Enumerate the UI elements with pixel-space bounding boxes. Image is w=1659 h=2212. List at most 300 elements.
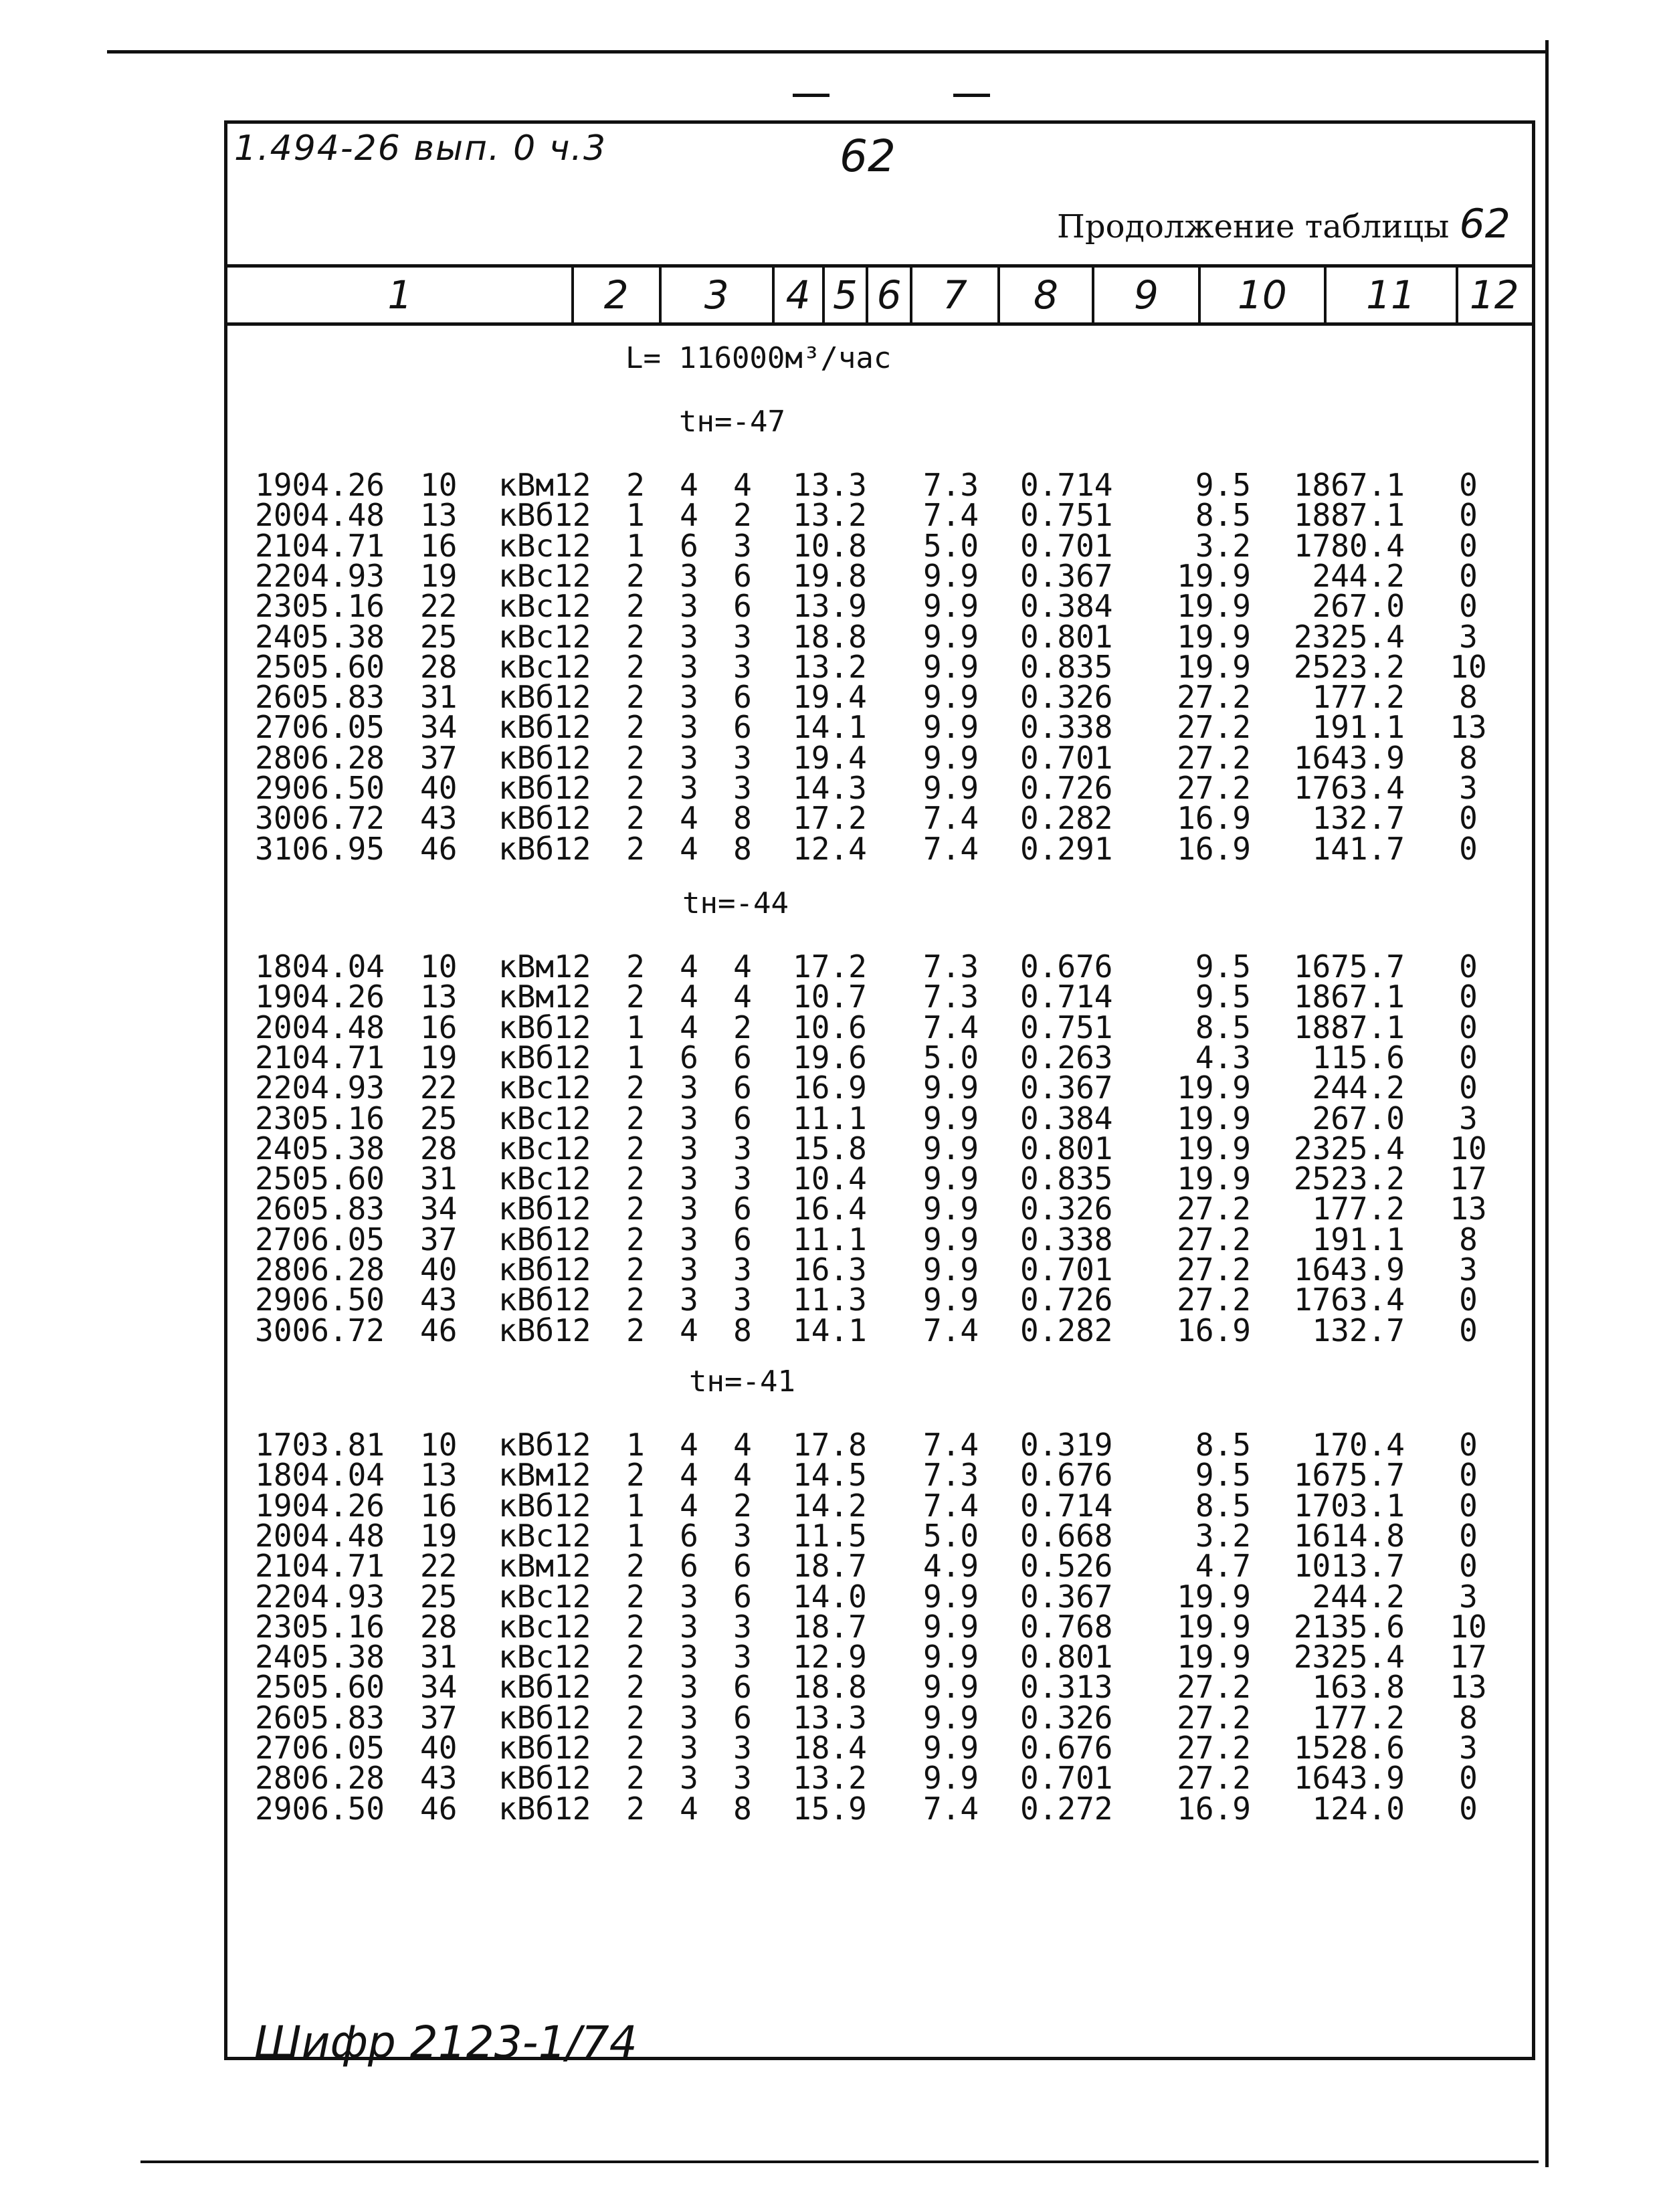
cell-col-12: 0 [1459,1039,1478,1076]
cell-col-3: кВс12 [498,527,591,564]
cell-col-10: 16.9 [1177,1312,1251,1348]
cell-col-12: 0 [1459,830,1478,867]
cell-col-5: 4 [680,948,698,985]
cell-col-1: 2605.83 [255,1191,385,1227]
cell-col-12: 0 [1459,1009,1478,1045]
cell-col-2: 40 [420,1730,458,1766]
cell-col-10: 4.7 [1195,1548,1251,1585]
air-flow-line: L= 116000м³/час [625,341,892,375]
cell-col-6: 3 [733,1282,752,1318]
cell-col-6: 6 [733,709,752,746]
column-header-8: 8 [1033,272,1058,318]
cell-col-7: 14.3 [793,770,867,806]
cell-col-6: 6 [733,588,752,625]
cell-col-5: 6 [680,1039,698,1076]
cell-col-6: 3 [733,739,752,776]
cell-col-10: 16.9 [1177,800,1251,837]
cell-col-1: 2906.50 [255,770,385,806]
cell-col-5: 4 [680,1790,698,1827]
column-header-9: 9 [1133,272,1159,318]
cell-col-4: 1 [626,1039,645,1076]
cell-col-10: 19.9 [1177,1070,1251,1106]
cell-col-9: 0.282 [1020,800,1113,837]
cell-col-9: 0.751 [1020,497,1113,534]
cell-col-8: 9.9 [923,1251,979,1288]
cell-col-7: 16.4 [793,1191,867,1227]
cell-col-9: 0.272 [1020,1790,1113,1827]
cell-col-1: 3106.95 [255,830,385,867]
cell-col-4: 2 [626,1191,645,1227]
cell-col-4: 2 [626,1669,645,1706]
cell-col-4: 2 [626,979,645,1015]
cell-col-3: кВб12 [498,1191,591,1227]
cell-col-3: кВс12 [498,1639,591,1676]
cell-col-12: 0 [1459,1517,1478,1554]
cell-col-1: 2004.48 [255,497,385,534]
cell-col-8: 7.4 [923,1790,979,1827]
cell-col-1: 2305.16 [255,588,385,625]
cell-col-2: 28 [420,1130,458,1167]
cell-col-8: 5.0 [923,527,979,564]
cell-col-5: 3 [680,618,698,655]
cell-col-11: 1780.4 [1293,527,1405,564]
cell-col-2: 10 [420,467,458,503]
cell-col-7: 13.3 [793,467,867,503]
cell-col-8: 9.9 [923,1639,979,1676]
cell-col-12: 0 [1459,948,1478,985]
cell-col-10: 19.9 [1177,557,1251,594]
cell-col-3: кВс12 [498,1578,591,1615]
cell-col-12: 0 [1459,588,1478,625]
cell-col-10: 16.9 [1177,830,1251,867]
cell-col-11: 191.1 [1312,1221,1405,1258]
cell-col-5: 3 [680,1251,698,1288]
cell-col-7: 13.2 [793,1760,867,1797]
cell-col-6: 8 [733,830,752,867]
cell-col-10: 8.5 [1195,497,1251,534]
cell-col-1: 2806.28 [255,739,385,776]
cell-col-5: 3 [680,1669,698,1706]
cell-col-5: 3 [680,709,698,746]
cell-col-6: 6 [733,1548,752,1585]
cell-col-11: 1867.1 [1293,467,1405,503]
cell-col-8: 9.9 [923,618,979,655]
cell-col-3: кВб12 [498,1282,591,1318]
cell-col-1: 2405.38 [255,1639,385,1676]
cell-col-12: 0 [1459,527,1478,564]
cell-col-9: 0.701 [1020,739,1113,776]
cell-col-2: 43 [420,800,458,837]
cell-col-12: 0 [1459,1312,1478,1348]
cell-col-1: 2204.93 [255,1070,385,1106]
column-header-11: 11 [1366,272,1416,318]
cell-col-8: 7.3 [923,1457,979,1494]
cell-col-7: 14.5 [793,1457,867,1494]
cell-col-4: 2 [626,467,645,503]
cell-col-5: 4 [680,497,698,534]
cell-col-3: кВб12 [498,497,591,534]
column-separator [1198,268,1201,322]
cell-col-1: 3006.72 [255,800,385,837]
cell-col-12: 0 [1459,557,1478,594]
cell-col-3: кВб12 [498,1669,591,1706]
cell-col-5: 3 [680,1639,698,1676]
cell-col-8: 9.9 [923,1669,979,1706]
cell-col-1: 2305.16 [255,1100,385,1136]
cell-col-10: 9.5 [1195,467,1251,503]
cell-col-4: 1 [626,1009,645,1045]
cell-col-1: 3006.72 [255,1312,385,1348]
top-dash-right [953,94,990,97]
cell-col-5: 4 [680,1487,698,1524]
cell-col-11: 1763.4 [1293,1282,1405,1318]
cell-col-11: 2325.4 [1293,1130,1405,1167]
cell-col-11: 1643.9 [1293,1760,1405,1797]
cell-col-9: 0.726 [1020,1282,1113,1318]
cell-col-7: 19.4 [793,739,867,776]
cell-col-1: 2405.38 [255,618,385,655]
cell-col-5: 3 [680,1730,698,1766]
cell-col-9: 0.326 [1020,679,1113,716]
cell-col-7: 13.2 [793,497,867,534]
cell-col-9: 0.676 [1020,1457,1113,1494]
cell-col-2: 16 [420,527,458,564]
cell-col-11: 132.7 [1312,800,1405,837]
cell-col-6: 3 [733,1730,752,1766]
cell-col-3: кВм12 [498,1548,591,1585]
cell-col-1: 2305.16 [255,1608,385,1645]
top-dash-left [793,94,830,97]
cell-col-4: 2 [626,1790,645,1827]
cell-col-6: 4 [733,1457,752,1494]
cell-col-11: 244.2 [1312,1578,1405,1615]
cell-col-6: 6 [733,1191,752,1227]
cell-col-9: 0.338 [1020,709,1113,746]
cell-col-11: 1013.7 [1293,1548,1405,1585]
cell-col-9: 0.384 [1020,1100,1113,1136]
cell-col-10: 8.5 [1195,1009,1251,1045]
cell-col-2: 13 [420,1457,458,1494]
cell-col-4: 2 [626,1639,645,1676]
cell-col-6: 6 [733,1039,752,1076]
cell-col-7: 10.7 [793,979,867,1015]
cell-col-6: 4 [733,948,752,985]
cell-col-11: 1643.9 [1293,1251,1405,1288]
cell-col-11: 124.0 [1312,1790,1405,1827]
cell-col-3: кВб12 [498,1699,591,1736]
cell-col-11: 177.2 [1312,679,1405,716]
continuation-number: 62 [1459,201,1510,247]
cell-col-7: 18.7 [793,1548,867,1585]
cell-col-3: кВб12 [498,1487,591,1524]
cell-col-3: кВс12 [498,618,591,655]
cell-col-7: 10.8 [793,527,867,564]
cell-col-1: 2104.71 [255,1548,385,1585]
cell-col-8: 9.9 [923,1191,979,1227]
cell-col-4: 1 [626,1517,645,1554]
cell-col-11: 2325.4 [1293,618,1405,655]
cell-col-7: 11.1 [793,1221,867,1258]
cell-col-8: 9.9 [923,1608,979,1645]
cell-col-2: 46 [420,1312,458,1348]
continuation-text: Продолжение таблицы [1057,208,1450,245]
cell-col-3: кВб12 [498,709,591,746]
cell-col-6: 3 [733,648,752,685]
cell-col-4: 2 [626,1070,645,1106]
cell-col-11: 177.2 [1312,1191,1405,1227]
cell-col-4: 2 [626,1699,645,1736]
column-separator [910,268,912,322]
cell-col-11: 2523.2 [1293,648,1405,685]
cell-col-5: 3 [680,557,698,594]
cell-col-9: 0.801 [1020,618,1113,655]
cell-col-1: 1904.26 [255,979,385,1015]
cell-col-2: 19 [420,1517,458,1554]
cell-col-6: 6 [733,1070,752,1106]
cell-col-7: 10.4 [793,1161,867,1197]
cell-col-3: кВб12 [498,1251,591,1288]
cell-col-12: 8 [1459,739,1478,776]
cell-col-8: 5.0 [923,1039,979,1076]
cell-col-12: 0 [1459,800,1478,837]
cell-col-4: 2 [626,770,645,806]
cell-col-5: 3 [680,770,698,806]
cell-col-11: 1703.1 [1293,1487,1405,1524]
cell-col-8: 9.9 [923,1760,979,1797]
cell-col-8: 7.4 [923,1427,979,1463]
cell-col-1: 2806.28 [255,1760,385,1797]
cell-col-6: 3 [733,618,752,655]
cell-col-1: 2906.50 [255,1790,385,1827]
cell-col-9: 0.701 [1020,1251,1113,1288]
cell-col-11: 1867.1 [1293,979,1405,1015]
cell-col-10: 27.2 [1177,1760,1251,1797]
cell-col-4: 2 [626,679,645,716]
cell-col-7: 14.1 [793,709,867,746]
cell-col-3: кВс12 [498,1517,591,1554]
cell-col-11: 115.6 [1312,1039,1405,1076]
cell-col-10: 27.2 [1177,1282,1251,1318]
cell-col-7: 19.4 [793,679,867,716]
column-header-4: 4 [785,272,811,318]
cell-col-1: 2204.93 [255,557,385,594]
cell-col-11: 1763.4 [1293,770,1405,806]
cell-col-3: кВс12 [498,557,591,594]
cell-col-2: 31 [420,679,458,716]
cell-col-3: кВб12 [498,1221,591,1258]
cell-col-7: 14.0 [793,1578,867,1615]
cell-col-11: 244.2 [1312,1070,1405,1106]
cell-col-8: 9.9 [923,679,979,716]
cell-col-5: 6 [680,1517,698,1554]
cell-col-5: 4 [680,830,698,867]
cell-col-8: 9.9 [923,1100,979,1136]
cell-col-5: 3 [680,1608,698,1645]
cell-col-6: 8 [733,800,752,837]
cell-col-10: 27.2 [1177,1669,1251,1706]
cell-col-5: 4 [680,800,698,837]
cell-col-11: 2523.2 [1293,1161,1405,1197]
cell-col-4: 2 [626,648,645,685]
cell-col-8: 9.9 [923,1699,979,1736]
cell-col-4: 2 [626,1578,645,1615]
cell-col-12: 3 [1459,618,1478,655]
cell-col-10: 19.9 [1177,1608,1251,1645]
cell-col-2: 13 [420,497,458,534]
cell-col-5: 6 [680,1548,698,1585]
cell-col-4: 2 [626,830,645,867]
cell-col-8: 9.9 [923,1161,979,1197]
cell-col-7: 17.2 [793,948,867,985]
cell-col-4: 1 [626,1487,645,1524]
cell-col-6: 3 [733,1517,752,1554]
cell-col-9: 0.668 [1020,1517,1113,1554]
cell-col-10: 9.5 [1195,979,1251,1015]
cell-col-6: 6 [733,1699,752,1736]
cell-col-4: 2 [626,1100,645,1136]
cell-col-2: 22 [420,588,458,625]
cell-col-6: 4 [733,467,752,503]
cell-col-1: 2004.48 [255,1517,385,1554]
cell-col-6: 8 [733,1790,752,1827]
cell-col-11: 141.7 [1312,830,1405,867]
cell-col-10: 27.2 [1177,709,1251,746]
cell-col-3: кВб12 [498,1760,591,1797]
cell-col-8: 9.9 [923,1070,979,1106]
cell-col-9: 0.701 [1020,527,1113,564]
right-edge-line [1545,40,1549,2167]
cell-col-2: 37 [420,1699,458,1736]
cell-col-8: 9.9 [923,1730,979,1766]
cell-col-2: 37 [420,739,458,776]
cell-col-1: 2104.71 [255,1039,385,1076]
cell-col-8: 4.9 [923,1548,979,1585]
cell-col-11: 1887.1 [1293,497,1405,534]
cell-col-12: 17 [1450,1639,1487,1676]
cell-col-12: 0 [1459,1487,1478,1524]
cell-col-8: 9.9 [923,1578,979,1615]
cell-col-2: 43 [420,1282,458,1318]
cell-col-7: 10.6 [793,1009,867,1045]
cell-col-4: 2 [626,1548,645,1585]
cell-col-6: 2 [733,1009,752,1045]
cell-col-1: 1804.04 [255,1457,385,1494]
cell-col-3: кВб12 [498,1730,591,1766]
cell-col-1: 2906.50 [255,1282,385,1318]
cell-col-10: 19.9 [1177,648,1251,685]
cell-col-4: 2 [626,1161,645,1197]
column-separator [1456,268,1458,322]
column-header-5: 5 [832,272,858,318]
cell-col-2: 43 [420,1760,458,1797]
cell-col-4: 2 [626,1608,645,1645]
cell-col-10: 27.2 [1177,1699,1251,1736]
cell-col-12: 0 [1459,1760,1478,1797]
cell-col-10: 27.2 [1177,1251,1251,1288]
cell-col-1: 1904.26 [255,467,385,503]
cell-col-9: 0.768 [1020,1608,1113,1645]
cell-col-11: 1887.1 [1293,1009,1405,1045]
group-title: tн=-44 [682,886,789,920]
cell-col-2: 16 [420,1009,458,1045]
cell-col-3: кВс12 [498,1161,591,1197]
cell-col-6: 2 [733,1487,752,1524]
cell-col-12: 3 [1459,1578,1478,1615]
cell-col-11: 244.2 [1312,557,1405,594]
cell-col-1: 2204.93 [255,1578,385,1615]
cell-col-10: 8.5 [1195,1487,1251,1524]
cell-col-4: 2 [626,1130,645,1167]
cell-col-12: 0 [1459,1790,1478,1827]
cell-col-6: 6 [733,1669,752,1706]
cell-col-1: 2706.05 [255,709,385,746]
column-header-6: 6 [876,272,902,318]
cell-col-3: кВм12 [498,467,591,503]
cell-col-11: 1675.7 [1293,1457,1405,1494]
cell-col-3: кВм12 [498,948,591,985]
cell-col-4: 2 [626,739,645,776]
cell-col-5: 3 [680,1221,698,1258]
cell-col-11: 177.2 [1312,1699,1405,1736]
cell-col-10: 19.9 [1177,1578,1251,1615]
cell-col-1: 2806.28 [255,1251,385,1288]
cell-col-9: 0.384 [1020,588,1113,625]
cell-col-7: 18.8 [793,1669,867,1706]
cell-col-1: 1703.81 [255,1427,385,1463]
cell-col-6: 2 [733,497,752,534]
cell-col-10: 19.9 [1177,1100,1251,1136]
cell-col-8: 9.9 [923,1130,979,1167]
cell-col-3: кВс12 [498,1100,591,1136]
cell-col-11: 2325.4 [1293,1639,1405,1676]
cell-col-7: 18.4 [793,1730,867,1766]
cell-col-4: 2 [626,557,645,594]
cell-col-11: 267.0 [1312,1100,1405,1136]
cell-col-8: 9.9 [923,739,979,776]
cell-col-9: 0.751 [1020,1009,1113,1045]
cell-col-9: 0.338 [1020,1221,1113,1258]
cell-col-10: 27.2 [1177,1191,1251,1227]
cell-col-5: 3 [680,1282,698,1318]
cell-col-2: 46 [420,830,458,867]
cell-col-8: 5.0 [923,1517,979,1554]
column-header-row [227,264,1532,326]
cell-col-4: 1 [626,1427,645,1463]
cell-col-8: 7.3 [923,467,979,503]
cell-col-5: 3 [680,648,698,685]
cell-col-9: 0.801 [1020,1130,1113,1167]
group-title: tн=-41 [689,1365,795,1399]
column-header-7: 7 [943,272,967,318]
cell-col-8: 7.3 [923,948,979,985]
cell-col-7: 14.1 [793,1312,867,1348]
cell-col-5: 3 [680,1578,698,1615]
cell-col-2: 10 [420,948,458,985]
cell-col-12: 0 [1459,497,1478,534]
cell-col-2: 19 [420,557,458,594]
cell-col-6: 6 [733,557,752,594]
column-header-1: 1 [387,272,413,318]
cell-col-12: 3 [1459,1251,1478,1288]
cell-col-1: 2004.48 [255,1009,385,1045]
cell-col-5: 3 [680,1191,698,1227]
cell-col-7: 11.3 [793,1282,867,1318]
cell-col-12: 17 [1450,1161,1487,1197]
cell-col-7: 17.8 [793,1427,867,1463]
cell-col-6: 4 [733,979,752,1015]
cell-col-2: 16 [420,1487,458,1524]
cell-col-9: 0.263 [1020,1039,1113,1076]
